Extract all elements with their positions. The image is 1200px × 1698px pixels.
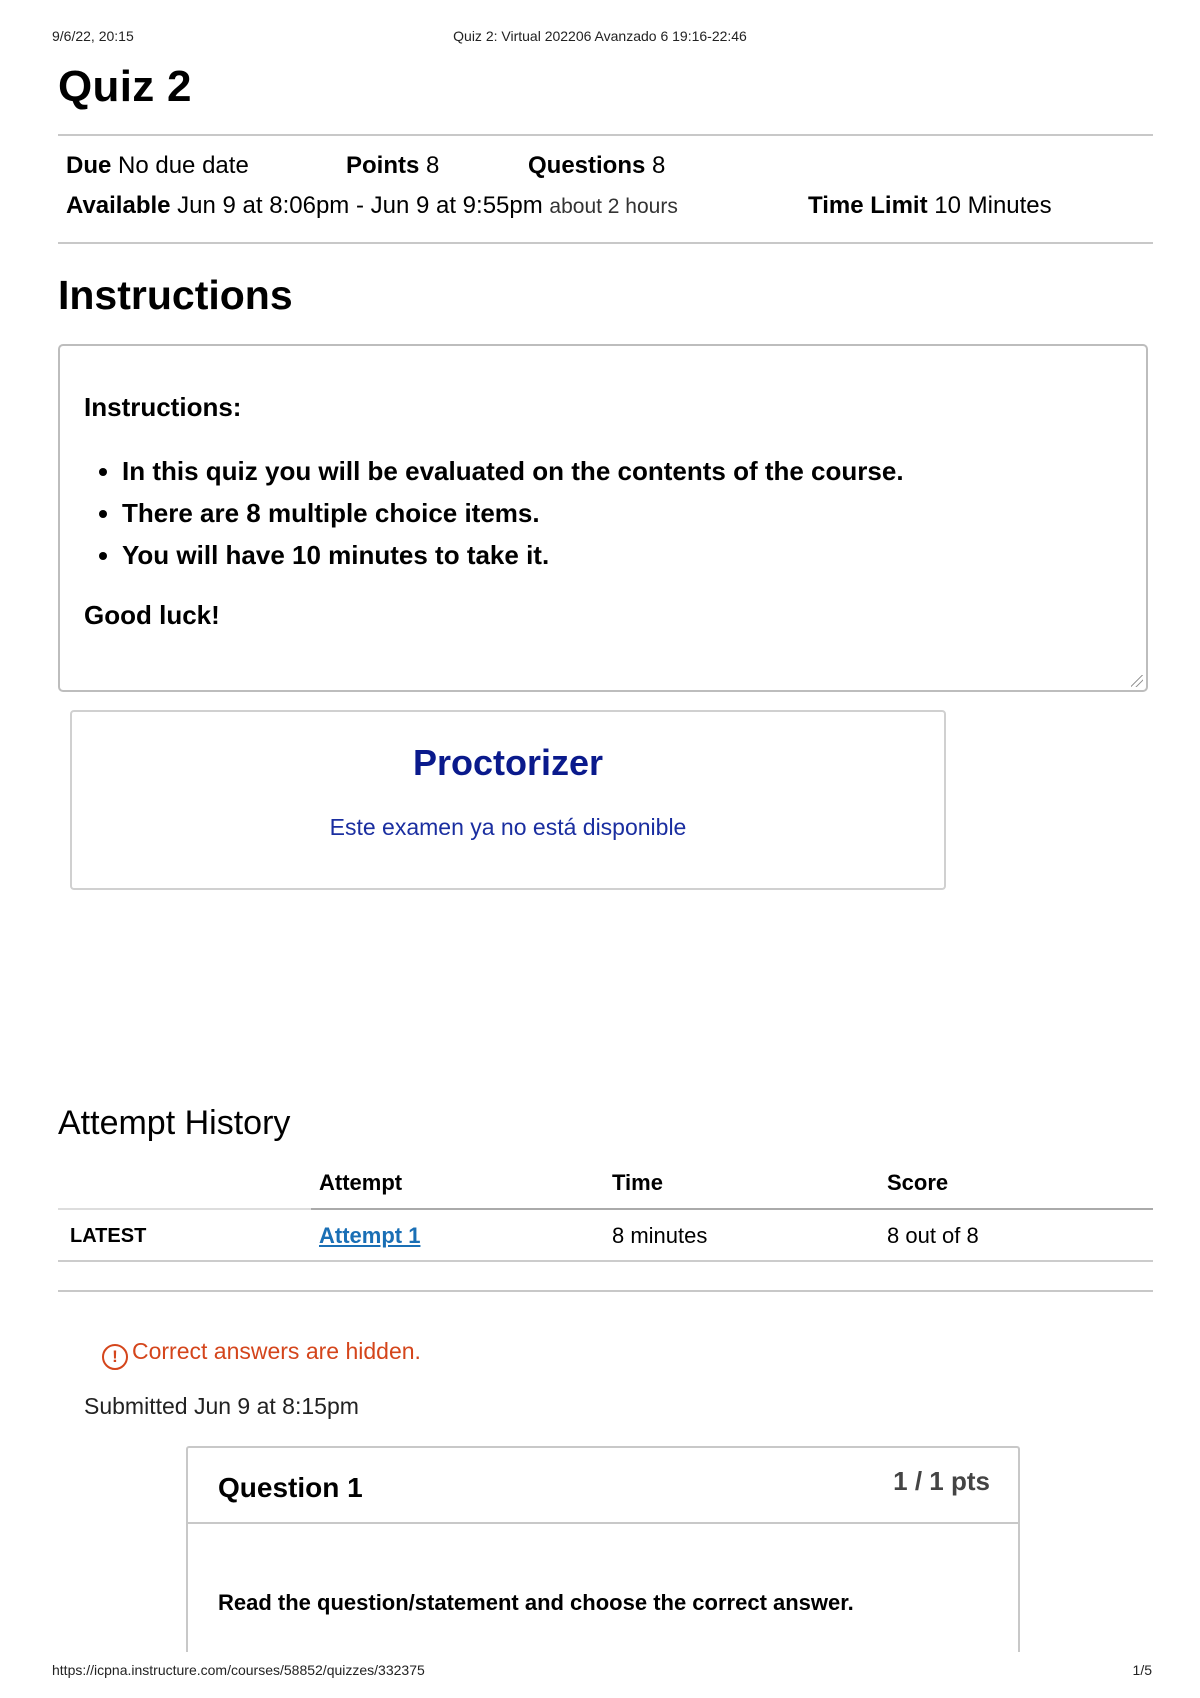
attempt-time: 8 minutes <box>612 1223 708 1248</box>
divider <box>58 242 1153 244</box>
print-doc-title: Quiz 2: Virtual 202206 Avanzado 6 19:16-22:46 <box>453 28 747 44</box>
points-label: Points <box>346 152 420 179</box>
question-header <box>188 1448 1018 1524</box>
attempt-score: 8 out of 8 <box>887 1223 979 1248</box>
warning-icon: ! <box>102 1344 128 1370</box>
table-row-rule <box>58 1260 1153 1262</box>
available-meta <box>66 192 678 220</box>
page-title: Quiz 2 <box>58 62 192 111</box>
print-footer <box>0 1662 1200 1682</box>
table-row-rule <box>58 1208 311 1210</box>
proctorizer-panel <box>70 710 946 890</box>
due-meta <box>66 152 249 180</box>
instructions-box-title: Instructions: <box>84 392 242 422</box>
question-points: 1 / 1 pts <box>893 1466 990 1496</box>
question-title: Question 1 <box>218 1472 363 1503</box>
instruction-item: • You will have 10 minutes to take it. <box>122 534 904 576</box>
due-value: No due date <box>118 152 249 179</box>
column-header-score: Score <box>887 1170 949 1195</box>
column-header-attempt: Attempt <box>319 1170 403 1195</box>
divider <box>58 134 1153 136</box>
questions-label: Questions <box>528 152 646 179</box>
available-duration-note: about 2 hours <box>549 195 678 218</box>
question-card <box>186 1446 1020 1652</box>
attempt-history-heading: Attempt History <box>58 1104 291 1142</box>
proctorizer-message: Este examen ya no está disponible <box>329 814 687 840</box>
points-meta <box>346 152 439 180</box>
instruction-item: • In this quiz you will be evaluated on the contents of the course. <box>122 450 904 492</box>
time-limit-meta <box>808 192 1052 220</box>
instructions-heading: Instructions <box>58 272 293 318</box>
questions-value: 8 <box>652 152 666 179</box>
due-label: Due <box>66 152 112 179</box>
answers-hidden-notice <box>102 1338 421 1370</box>
print-page-number: 1/5 <box>1132 1662 1152 1678</box>
instructions-box <box>58 344 1148 692</box>
instruction-item: • There are 8 multiple choice items. <box>122 492 904 534</box>
print-header <box>0 28 1200 48</box>
column-header-time: Time <box>612 1170 663 1195</box>
time-limit-label: Time Limit <box>808 192 928 219</box>
proctorizer-title: Proctorizer <box>412 742 604 783</box>
print-url: https://icpna.instructure.com/courses/58852/quizzes/332375 <box>52 1662 425 1678</box>
available-value: Jun 9 at 8:06pm - Jun 9 at 9:55pm <box>177 192 543 219</box>
table-header-rule <box>311 1208 1153 1210</box>
print-date: 9/6/22, 20:15 <box>52 28 134 44</box>
instructions-closing: Good luck! <box>84 600 220 630</box>
available-label: Available <box>66 192 171 219</box>
question-text: Read the question/statement and choose the correct answer. <box>218 1590 854 1615</box>
questions-meta <box>528 152 665 180</box>
points-value: 8 <box>426 152 440 179</box>
attempt-1-link[interactable]: Attempt 1 <box>319 1223 421 1248</box>
time-limit-value: 10 Minutes <box>934 192 1052 219</box>
answers-hidden-text: Correct answers are hidden. <box>132 1338 421 1364</box>
instructions-list <box>84 450 904 576</box>
submitted-timestamp: Submitted Jun 9 at 8:15pm <box>84 1393 359 1419</box>
latest-tag: LATEST <box>70 1225 147 1247</box>
divider <box>58 1290 1153 1292</box>
resize-handle-icon[interactable] <box>1131 675 1143 687</box>
